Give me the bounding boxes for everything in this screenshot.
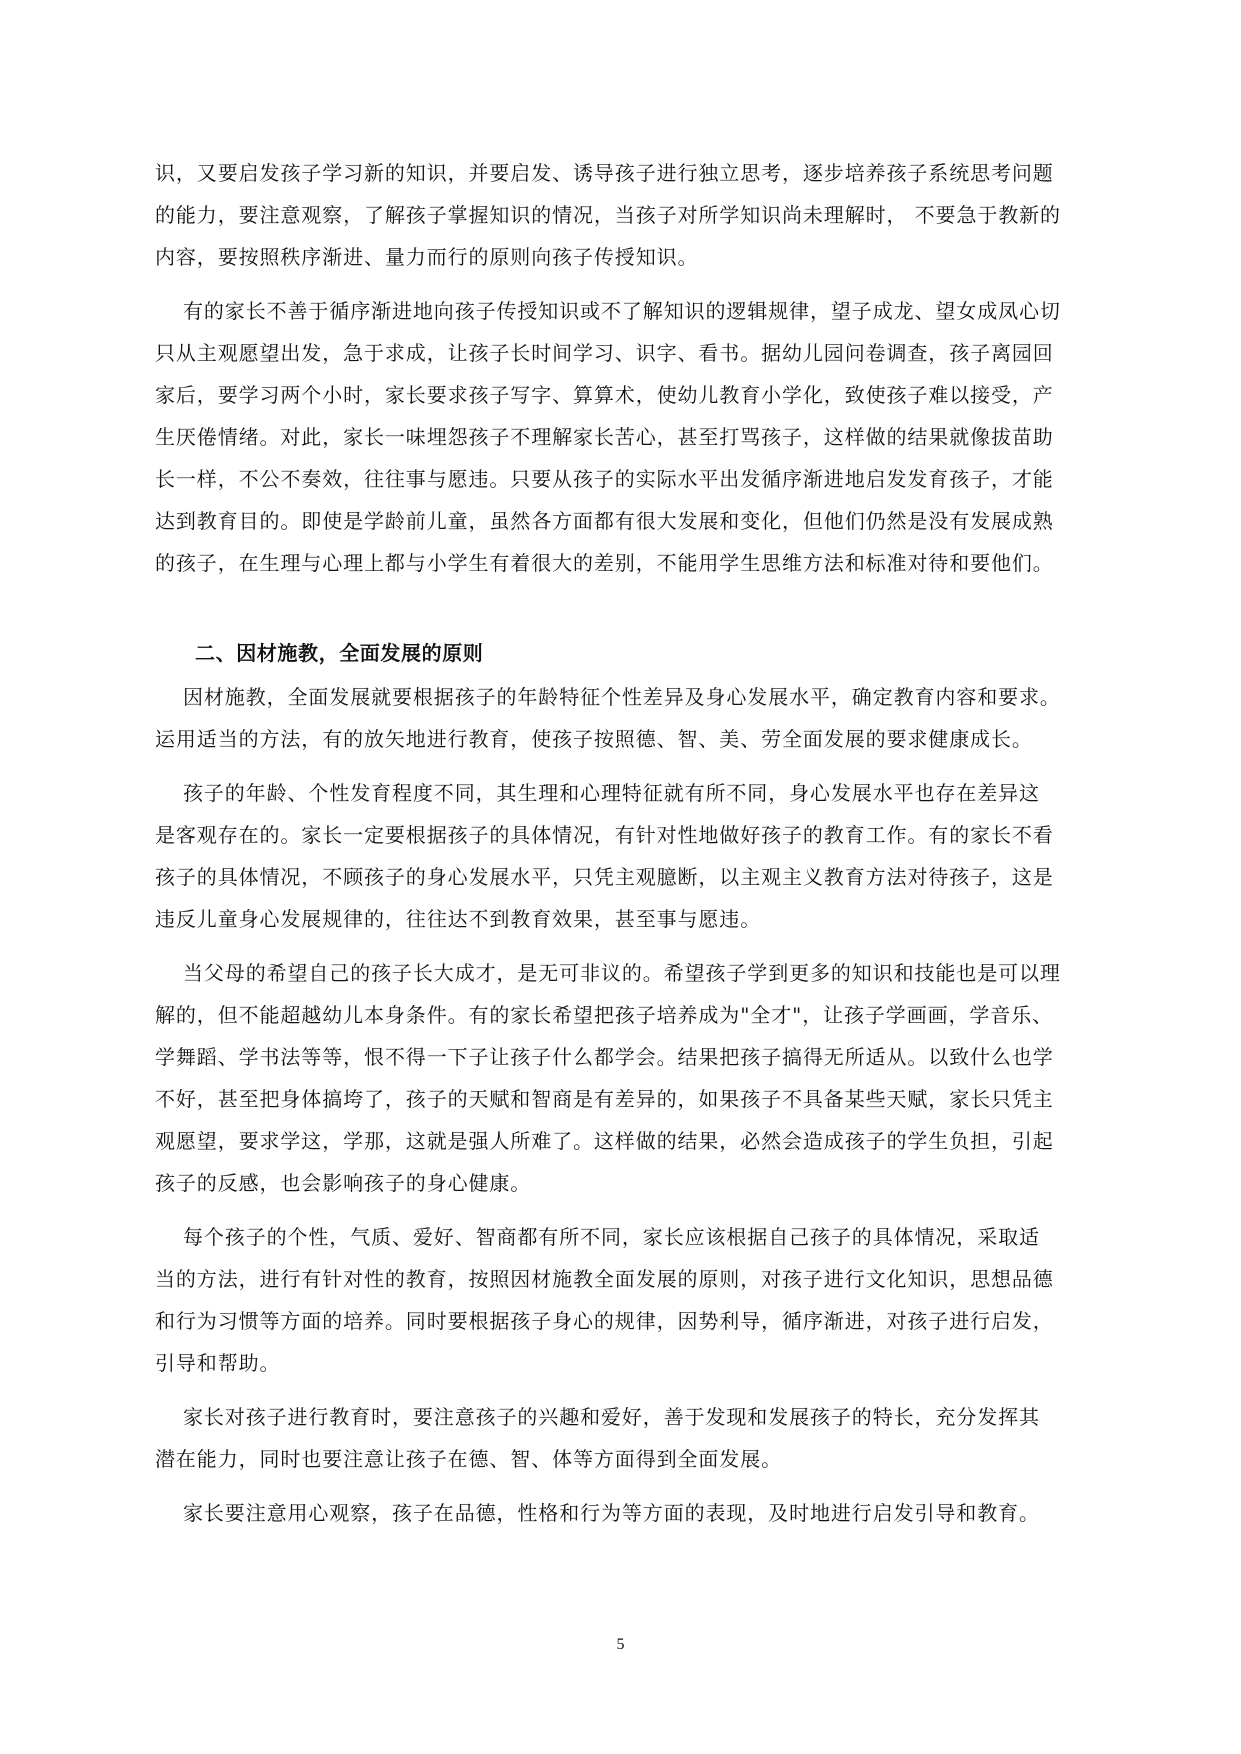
text-line: 生厌倦情绪。对此，家长一味埋怨孩子不理解家长苦心，甚至打骂孩子，这样做的结果就像拔苗助 — [155, 425, 1054, 449]
text-line: 识，又要启发孩子学习新的知识，并要启发、诱导孩子进行独立思考，逐步培养孩子系统思考问题 — [155, 161, 1054, 185]
paragraph — [155, 1216, 1095, 1384]
section-heading: 二、因材施教，全面发展的原则 — [195, 641, 484, 665]
text-line: 当父母的希望自己的孩子长大成才，是无可非议的。希望孩子学到更多的知识和技能也是可以理 — [183, 961, 1061, 985]
text-line: 家长要注意用心观察，孩子在品德，性格和行为等方面的表现，及时地进行启发引导和教育。 — [183, 1501, 1040, 1525]
text-line: 的孩子，在生理与心理上都与小学生有着很大的差别，不能用学生思维方法和标准对待和要他们。 — [155, 551, 1054, 575]
text-line: 只从主观愿望出发，急于求成，让孩子长时间学习、识字、看书。据幼儿园问卷调查，孩子离园回 — [155, 341, 1054, 365]
text-line: 的能力，要注意观察，了解孩子掌握知识的情况，当孩子对所学知识尚未理解时， 不要急于教新的 — [155, 203, 1061, 227]
text-line: 家后，要学习两个小时，家长要求孩子写字、算算术，使幼儿教育小学化，致使孩子难以接受，产 — [155, 383, 1054, 407]
text-line: 学舞蹈、学书法等等，恨不得一下子让孩子什么都学会。结果把孩子搞得无所适从。以致什么也学 — [155, 1045, 1054, 1069]
page-number: 5 — [616, 1636, 625, 1653]
paragraph — [155, 1396, 1095, 1480]
text-line: 孩子的年龄、个性发育程度不同，其生理和心理特征就有所不同，身心发展水平也存在差异这 — [183, 781, 1040, 805]
text-line: 孩子的具体情况，不顾孩子的身心发展水平，只凭主观臆断，以主观主义教育方法对待孩子，这是 — [155, 865, 1054, 889]
text-line: 家长对孩子进行教育时，要注意孩子的兴趣和爱好，善于发现和发展孩子的特长，充分发挥其 — [183, 1405, 1040, 1429]
text-line: 观愿望，要求学这，学那，这就是强人所难了。这样做的结果，必然会造成孩子的学生负担，引起 — [155, 1129, 1054, 1153]
paragraph — [155, 772, 1095, 940]
text-line: 因材施教，全面发展就要根据孩子的年龄特征个性差异及身心发展水平，确定教育内容和要求。 — [183, 685, 1061, 709]
document-body — [155, 152, 1095, 1534]
text-line: 每个孩子的个性，气质、爱好、智商都有所不同，家长应该根据自己孩子的具体情况，采取适 — [183, 1225, 1040, 1249]
text-line: 和行为习惯等方面的培养。同时要根据孩子身心的规律，因势利导，循序渐进，对孩子进行启发， — [155, 1309, 1054, 1333]
text-line: 达到教育目的。即使是学龄前儿童，虽然各方面都有很大发展和变化，但他们仍然是没有发展成熟 — [155, 509, 1054, 533]
paragraph — [155, 952, 1095, 1204]
text-line: 引导和帮助。 — [155, 1351, 281, 1375]
text-line: 潜在能力，同时也要注意让孩子在德、智、体等方面得到全面发展。 — [155, 1447, 782, 1471]
text-line: 是客观存在的。家长一定要根据孩子的具体情况，有针对性地做好孩子的教育工作。有的家长不看 — [155, 823, 1054, 847]
text-line: 当的方法，进行有针对性的教育，按照因材施教全面发展的原则，对孩子进行文化知识，思想品德 — [155, 1267, 1054, 1291]
paragraph — [155, 152, 1095, 278]
text-line: 解的，但不能超越幼儿本身条件。有的家长希望把孩子培养成为"全才"，让孩子学画画，学音乐、 — [155, 1003, 1053, 1027]
paragraph — [155, 290, 1095, 584]
text-line: 不好，甚至把身体搞垮了，孩子的天赋和智商是有差异的，如果孩子不具备某些天赋，家长只凭主 — [155, 1087, 1054, 1111]
text-line: 长一样，不公不奏效，往往事与愿违。只要从孩子的实际水平出发循序渐进地启发发育孩子，才能 — [155, 467, 1054, 491]
paragraph — [155, 676, 1095, 760]
text-line: 有的家长不善于循序渐进地向孩子传授知识或不了解知识的逻辑规律，望子成龙、望女成凤心切 — [183, 299, 1061, 323]
paragraph — [155, 1492, 1095, 1534]
text-line: 孩子的反感，也会影响孩子的身心健康。 — [155, 1171, 532, 1195]
text-line: 内容，要按照秩序渐进、量力而行的原则向孩子传授知识。 — [155, 245, 699, 269]
text-line: 违反儿童身心发展规律的，往往达不到教育效果，甚至事与愿违。 — [155, 907, 762, 931]
text-line: 运用适当的方法，有的放矢地进行教育，使孩子按照德、智、美、劳全面发展的要求健康成长。 — [155, 727, 1033, 751]
